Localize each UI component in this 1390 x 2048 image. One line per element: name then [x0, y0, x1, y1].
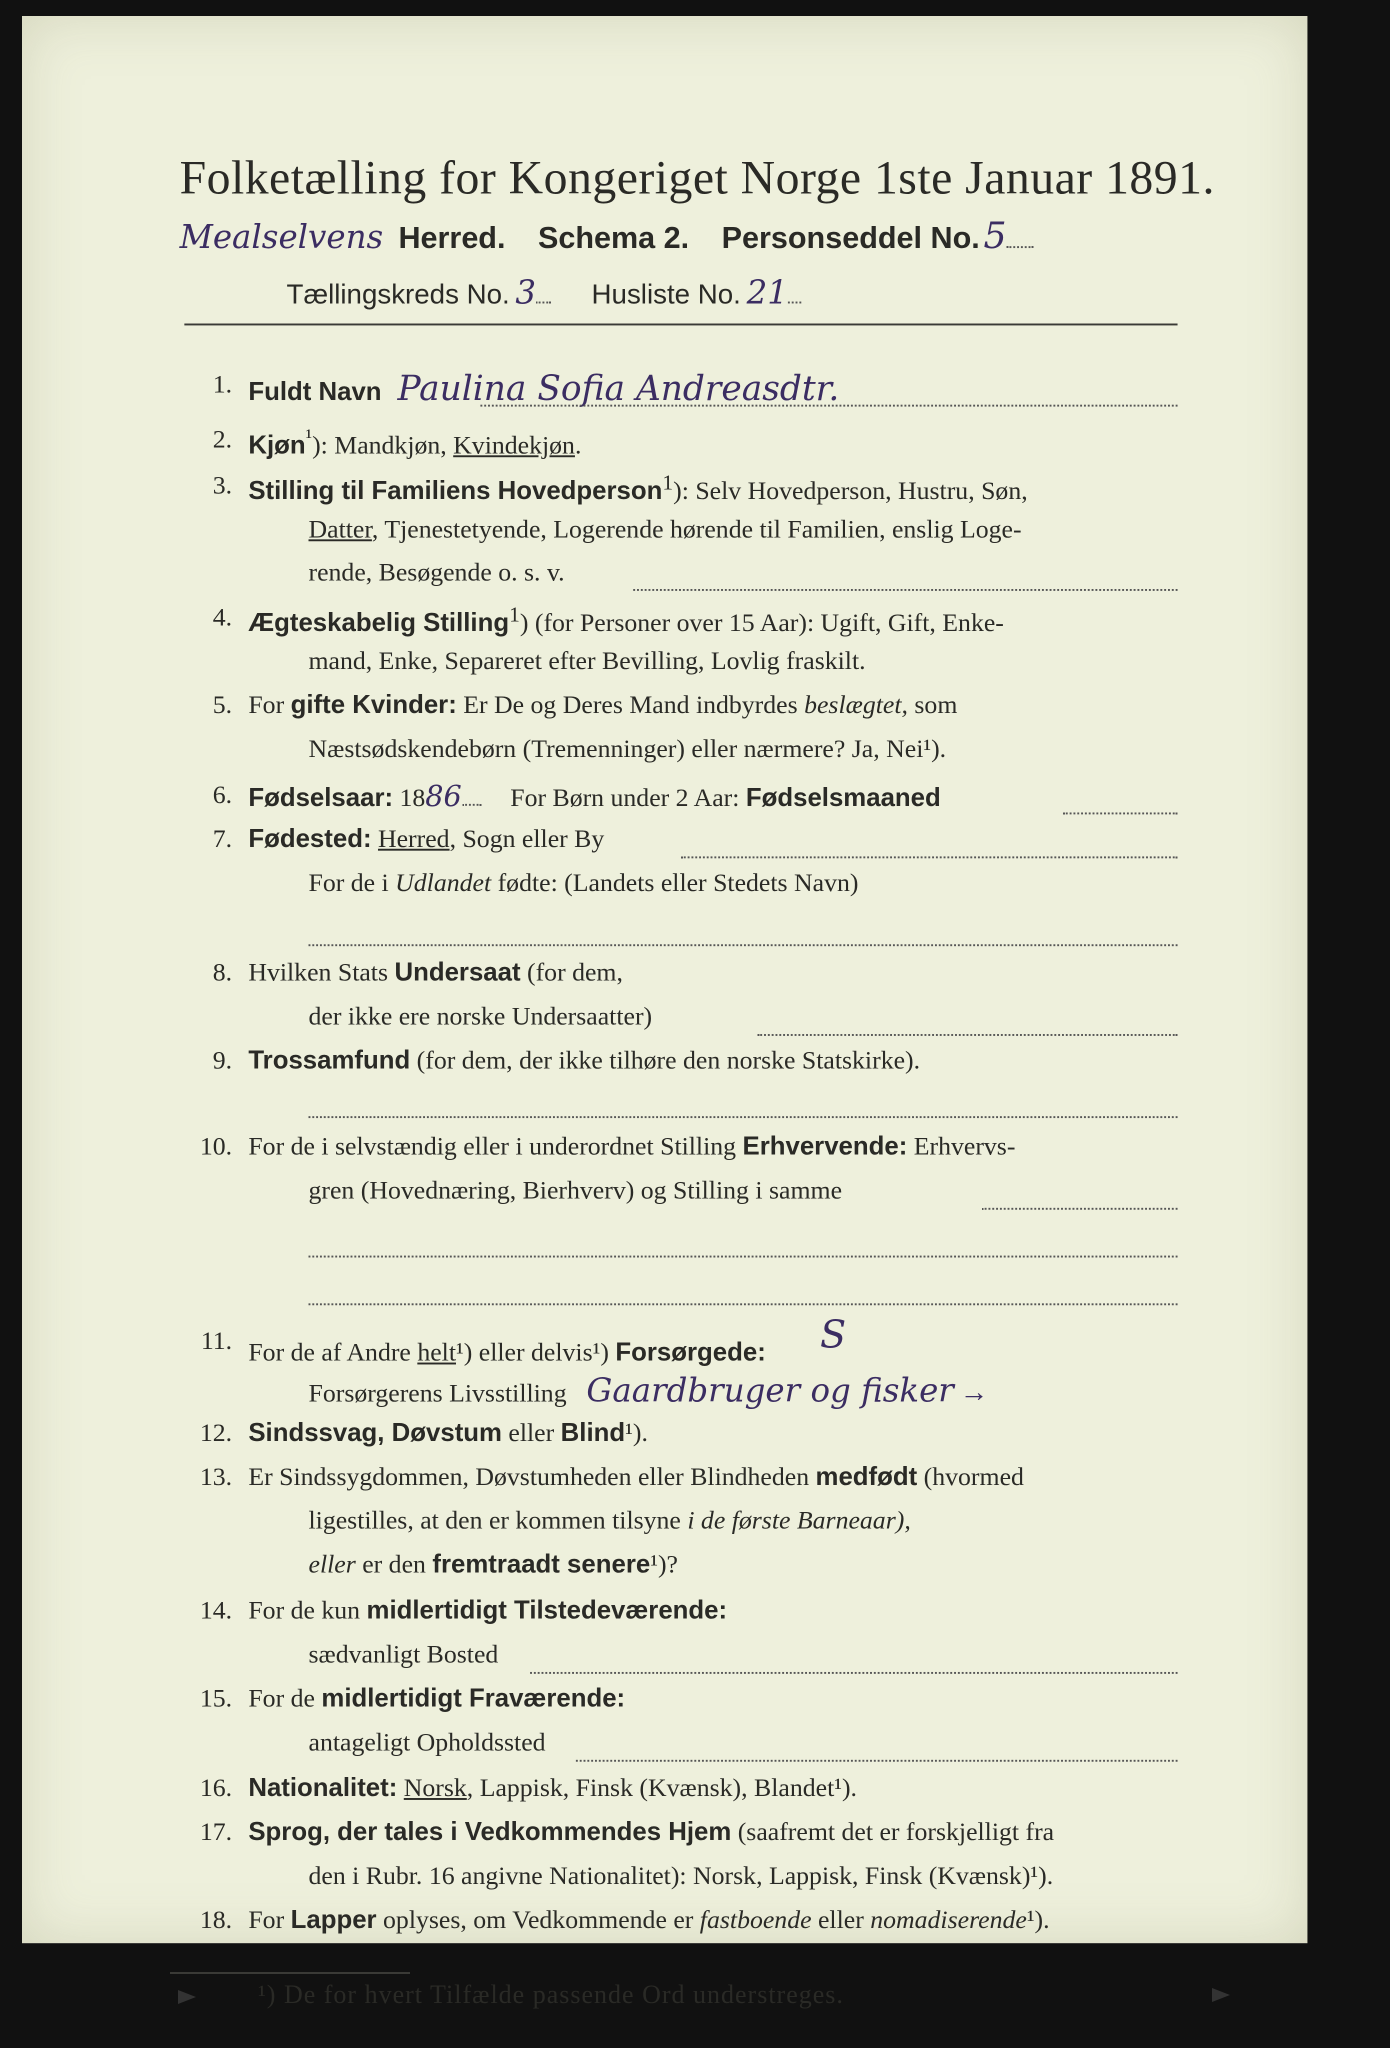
- item-10-number: 10.: [199, 1131, 233, 1161]
- footnote-text: ¹) De for hvert Tilfælde passende Ord understreges.: [258, 1980, 844, 2009]
- item-6-label: Fødselsaar:: [248, 782, 394, 812]
- item-13-label: medfødt: [815, 1461, 918, 1491]
- item-13-text3: er den: [355, 1549, 433, 1579]
- item-10-text: Erhvervs-: [907, 1131, 1016, 1161]
- husliste-label: Husliste No.: [591, 279, 741, 311]
- personseddel-number: 5: [983, 214, 1007, 257]
- item-14-line1: [248, 1596, 727, 1626]
- item-4-line1: Ægteskabelig Stilling$^1$) (for Personer over 15 Aar): Ugift, Gift, Enke-: [248, 602, 1004, 637]
- item-13-label2: fremtraadt senere: [432, 1549, 651, 1579]
- item-17-line1: [248, 1817, 1054, 1847]
- item-18-number: 18.: [199, 1904, 233, 1934]
- item-7-line1: [248, 824, 604, 854]
- item-18: [248, 1905, 1049, 1935]
- item-18-end: ¹).: [1026, 1904, 1050, 1934]
- item-2-sup: ¹: [305, 424, 313, 449]
- census-form-page: [22, 16, 1307, 1943]
- item-12-label2: Blind: [560, 1417, 626, 1447]
- item-3-line3: [309, 557, 565, 587]
- item-15-label: midlertidigt Fraværende:: [321, 1683, 626, 1713]
- forsorget-value: S: [820, 1312, 847, 1357]
- item-8-pre: Hvilken Stats: [248, 957, 395, 987]
- item-17-label: Sprog, der tales i Vedkommendes Hjem: [248, 1817, 732, 1846]
- item-5-italic: beslægtet,: [804, 690, 908, 719]
- item-2-number: 2.: [212, 424, 233, 454]
- item-10-line1: [248, 1131, 1015, 1161]
- forsorger-occupation-value: Gaardbruger og fisker: [586, 1372, 954, 1411]
- item-3-text3: rende, Besøgende o. s. v.: [308, 557, 565, 587]
- item-3-dots: [633, 587, 1177, 591]
- item-3-text2: , Tjenestetyende, Logerende hørende til Familien, enslig Loge-: [371, 514, 1022, 544]
- item-5-pre: For: [248, 690, 291, 719]
- item-16-text: , Lappisk, Finsk (Kvænsk), Blandet¹).: [466, 1773, 857, 1802]
- item-11-number: 11.: [200, 1326, 233, 1355]
- herred-label: Herred.: [398, 220, 506, 255]
- item-5-line1: [248, 690, 957, 720]
- item-12-number: 12.: [199, 1417, 233, 1447]
- kreds-line: [287, 274, 802, 312]
- item-6-text: For Børn under 2 Aar:: [510, 782, 746, 812]
- item-3-text: ): Selv Hovedperson, Hustru, Søn,: [673, 476, 1028, 505]
- item-8-dots: [757, 1032, 1177, 1036]
- header-divider: [184, 324, 1177, 326]
- item-12: [248, 1418, 648, 1448]
- item-6-dots: [1063, 811, 1178, 815]
- item-8-line2: der ikke ere norske Undersaatter): [308, 1001, 653, 1031]
- item-2: [248, 425, 581, 460]
- schema-label: Schema 2.: [537, 220, 690, 255]
- item-13-line3: [309, 1550, 678, 1580]
- item-14-label: midlertidigt Tilstedeværende:: [366, 1595, 728, 1625]
- item-17-line2: den i Rubr. 16 angivne Nationalitet): Norsk, Lappisk, Finsk (Kvænsk)¹).: [308, 1861, 1054, 1890]
- item-3-underlined: Datter: [308, 514, 372, 544]
- item-18-label: Lapper: [290, 1904, 377, 1934]
- item-9-number: 9.: [212, 1045, 233, 1075]
- item-18-italic1: fastboende: [699, 1904, 812, 1934]
- personseddel-label: Personseddel No.: [721, 220, 980, 255]
- item-10-dots2: [309, 1254, 1178, 1258]
- item-10-dots3: [309, 1301, 1178, 1305]
- item-12-end: ¹).: [625, 1417, 648, 1447]
- item-2-text: ): Mandkjøn,: [312, 430, 454, 460]
- item-18-mid: eller: [811, 1904, 871, 1934]
- item-7-dots2: [309, 942, 1178, 946]
- item-17-text: (saafremt det er forskjelligt fra: [731, 1817, 1055, 1846]
- item-7-underlined: Herred: [377, 823, 450, 853]
- item-2-end: .: [574, 430, 582, 460]
- item-3-number: 3.: [212, 470, 233, 500]
- item-4-line2: mand, Enke, Separeret efter Bevilling, Lovlig fraskilt.: [308, 646, 866, 675]
- item-13-text2: ligestilles, at den er kommen tilsyne: [308, 1505, 688, 1535]
- item-16-label: Nationalitet:: [248, 1773, 398, 1802]
- item-9: [248, 1045, 920, 1075]
- item-10-pre: For de i selvstændig eller i underordnet Stilling: [248, 1131, 743, 1161]
- item-13-italic: i de første Barneaar),: [687, 1505, 911, 1535]
- item-11-label: Forsørgede:: [615, 1337, 766, 1367]
- item-14-number: 14.: [199, 1595, 233, 1625]
- kreds-label: Tællingskreds No.: [286, 279, 510, 311]
- item-7-text: , Sogn eller By: [449, 823, 605, 853]
- item-5-end: som: [907, 690, 958, 719]
- item-11-underlined: helt: [417, 1337, 457, 1367]
- item-15-line1: [248, 1683, 625, 1713]
- item-14-line2: sædvanligt Bosted: [308, 1639, 499, 1669]
- corner-mark-right: [1212, 1988, 1230, 2002]
- item-7-dots: [681, 854, 1178, 858]
- birth-year-value: 86: [425, 780, 462, 814]
- item-1-dots: [480, 403, 1177, 407]
- item-14-pre: For de kun: [248, 1595, 367, 1625]
- item-18-text: oplyses, om Vedkommende er: [376, 1904, 700, 1934]
- item-13-text: (hvormed: [917, 1461, 1024, 1491]
- form-title: Folketælling for Kongeriget Norge 1ste Januar 1891.: [179, 150, 1215, 205]
- item-15-pre: For de: [248, 1683, 322, 1713]
- item-7-text2a: For de i: [308, 867, 396, 897]
- item-12-mid: eller: [501, 1417, 561, 1447]
- item-5-text: Er De og Deres Mand indbyrdes: [456, 690, 805, 719]
- footnote-rule: [170, 1972, 410, 1974]
- item-4-text: ) (for Personer over 15 Aar): Ugift, Gift, Enke-: [519, 608, 1004, 637]
- item-6: [248, 780, 940, 813]
- item-11-pre: For de af Andre: [248, 1337, 418, 1367]
- item-15-dots: [576, 1758, 1178, 1762]
- item-18-pre: For: [248, 1904, 291, 1934]
- item-15-line2: antageligt Opholdssted: [308, 1727, 546, 1757]
- item-13-end: ¹)?: [650, 1549, 678, 1579]
- item-7-line2: [309, 868, 859, 898]
- item-4-label: Ægteskabelig Stilling: [248, 608, 510, 637]
- item-11-mid: ¹) eller delvis¹): [456, 1337, 616, 1367]
- item-7-italic: Udlandet: [395, 867, 492, 897]
- item-3-line2: [309, 515, 1022, 545]
- item-5-label: gifte Kvinder:: [290, 690, 457, 719]
- item-9-text: (for dem, der ikke tilhøre den norske Statskirke).: [410, 1045, 921, 1075]
- item-8-text: (for dem,: [520, 957, 623, 987]
- item-3-label: Stilling til Familiens Hovedperson: [248, 476, 663, 505]
- item-13-pre: Er Sindssygdommen, Døvstumheden eller Blindheden: [248, 1461, 816, 1491]
- item-8-label: Undersaat: [394, 957, 521, 987]
- herred-name-handwritten: Mealselvens: [179, 218, 384, 257]
- item-1-label: Fuldt Navn: [248, 376, 382, 406]
- item-10-line2: gren (Hovednæring, Bierhverv) og Stilling i samme: [308, 1175, 843, 1205]
- item-11-text2: Forsørgerens Livsstilling: [308, 1378, 567, 1408]
- corner-mark-left: [178, 1990, 196, 2004]
- item-6-number: 6.: [212, 780, 233, 809]
- full-name-value: Paulina Sofia Andreasdtr.: [397, 369, 840, 409]
- husliste-number: 21: [746, 273, 788, 313]
- item-3-line1: Stilling til Familiens Hovedperson$^1$): Selv Hovedperson, Hustru, Søn,: [248, 470, 1028, 505]
- item-10-dots: [982, 1206, 1178, 1210]
- item-18-italic2: nomadiserende: [870, 1904, 1027, 1934]
- item-6-label2: Fødselsmaaned: [745, 782, 941, 812]
- item-12-label: Sindssvag, Døvstum: [248, 1417, 502, 1447]
- item-13-line1: [248, 1462, 1024, 1492]
- item-2-underlined: Kvindekjøn: [453, 430, 575, 460]
- item-14-dots: [530, 1670, 1177, 1674]
- item-13-number: 13.: [199, 1461, 233, 1491]
- item-13-italic2: eller: [308, 1549, 356, 1579]
- birth-year-prefix: 18: [393, 782, 426, 812]
- item-7-label: Fødested:: [248, 823, 372, 853]
- item-9-label: Trossamfund: [248, 1045, 411, 1075]
- item-16-number: 16.: [199, 1773, 233, 1802]
- item-9-dots: [309, 1114, 1178, 1118]
- item-7-number: 7.: [212, 823, 233, 853]
- item-7-text2b: fødte: (Landets eller Stedets Navn): [491, 867, 859, 897]
- item-2-label: Kjøn: [248, 430, 306, 460]
- herred-line: [180, 215, 1034, 257]
- item-17-number: 17.: [199, 1817, 233, 1846]
- item-11-line1: [248, 1312, 847, 1370]
- item-16: [248, 1773, 857, 1803]
- item-10-label: Erhvervende:: [742, 1131, 908, 1161]
- kreds-number: 3: [515, 273, 537, 313]
- item-5-number: 5.: [212, 690, 233, 719]
- item-8-number: 8.: [212, 957, 233, 987]
- item-15-number: 15.: [199, 1683, 233, 1713]
- item-13-line2: [309, 1506, 911, 1536]
- item-11-line2: Forsørgerens Livsstilling Gaardbruger og fisker →: [308, 1372, 989, 1411]
- item-16-underlined: Norsk: [403, 1773, 467, 1802]
- item-5-line2: Næstsødskendebørn (Tremenninger) eller nærmere? Ja, Nei¹).: [308, 734, 947, 763]
- item-4-number: 4.: [212, 602, 233, 632]
- item-8-line1: [248, 958, 623, 988]
- item-1-number: 1.: [212, 369, 233, 398]
